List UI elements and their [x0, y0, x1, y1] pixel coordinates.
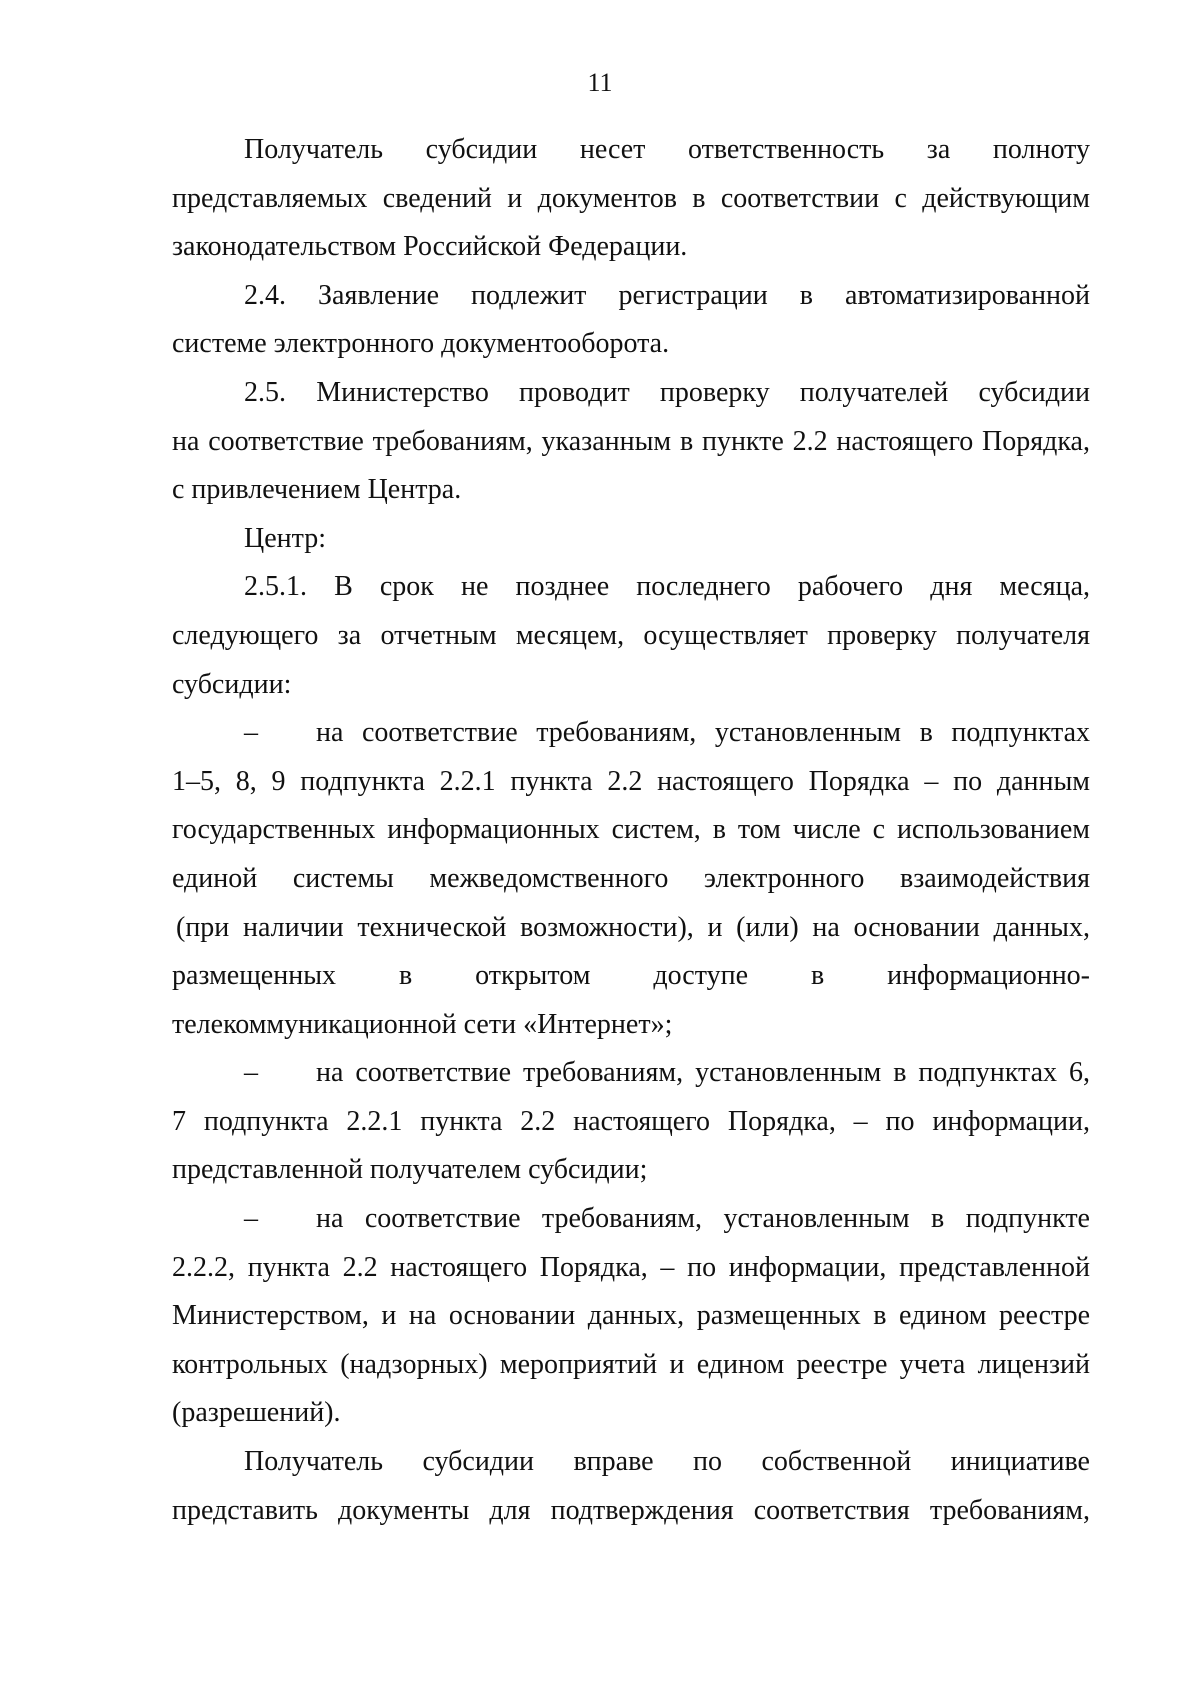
text-line: 2.4. Заявление подлежит регистрации в автоматизированной — [244, 279, 1090, 311]
text-line: 2.5.1. В срок не позднее последнего рабочего дня месяца, — [244, 571, 1090, 603]
list-item-first-line — [172, 709, 1090, 758]
text-line: 2.5. Министерство проводит проверку получателей субсидии — [244, 376, 1090, 408]
text-line: законодательством Российской Федерации. — [172, 231, 688, 263]
text-line: государственных информационных систем, в том числе с использованием — [172, 814, 1090, 846]
text-line: представленной получателем субсидии; — [172, 1154, 648, 1186]
text-fragment: на соответствие требованиям, установленным в подпункте — [316, 1203, 1090, 1235]
text-line: контрольных (надзорных) мероприятий и едином реестре учета лицензий — [172, 1348, 1090, 1380]
text-line: с привлечением Центра. — [172, 474, 462, 506]
text-line: Получатель субсидии вправе по собственной инициативе — [244, 1446, 1090, 1478]
document-body — [172, 126, 1090, 1535]
text-line: системе электронного документооборота. — [172, 328, 670, 360]
text-line: субсидии: — [172, 668, 292, 700]
text-line: Министерством, и на основании данных, размещенных в едином реестре — [172, 1300, 1090, 1332]
text-line: представляемых сведений и документов в соответствии с действующим — [172, 182, 1090, 214]
list-item-first-line — [172, 1049, 1090, 1098]
text-line: 7 подпункта 2.2.1 пункта 2.2 настоящего Порядка, – по информации, — [172, 1105, 1090, 1137]
text-line: Центр: — [244, 522, 326, 554]
text-line: следующего за отчетным месяцем, осуществляет проверку получателя — [172, 619, 1090, 651]
text-line: 1–5, 8, 9 подпункта 2.2.1 пункта 2.2 настоящего Порядка – по данным — [172, 765, 1090, 797]
text-line: (разрешений). — [172, 1397, 341, 1429]
text-line: представить документы для подтверждения соответствия требованиям, — [172, 1494, 1090, 1526]
text-line: Получатель субсидии несет ответственность за полноту — [244, 134, 1090, 165]
dash-marker: – — [244, 1057, 258, 1089]
page-number: 11 — [587, 68, 613, 97]
text-fragment: на соответствие требованиям, установленным в подпунктах — [316, 717, 1090, 749]
text-line: 2.2.2, пункта 2.2 настоящего Порядка, – по информации, представленной — [172, 1251, 1090, 1283]
text-line: телекоммуникационной сети «Интернет»; — [172, 1008, 673, 1040]
text-line: на соответствие требованиям, указанным в пункте 2.2 настоящего Порядка, — [172, 425, 1090, 457]
text-fragment: на соответствие требованиям, установленным в подпунктах 6, — [316, 1057, 1090, 1089]
text-line: единой системы межведомственного электронного взаимодействия — [172, 862, 1090, 894]
text-line: размещенных в открытом доступе в информационно- — [172, 960, 1090, 992]
dash-marker: – — [244, 717, 258, 749]
dash-marker: – — [244, 1203, 258, 1235]
list-item-first-line — [172, 1195, 1090, 1244]
text-line: (при наличии технической возможности), и (или) на основании данных, — [176, 911, 1090, 943]
